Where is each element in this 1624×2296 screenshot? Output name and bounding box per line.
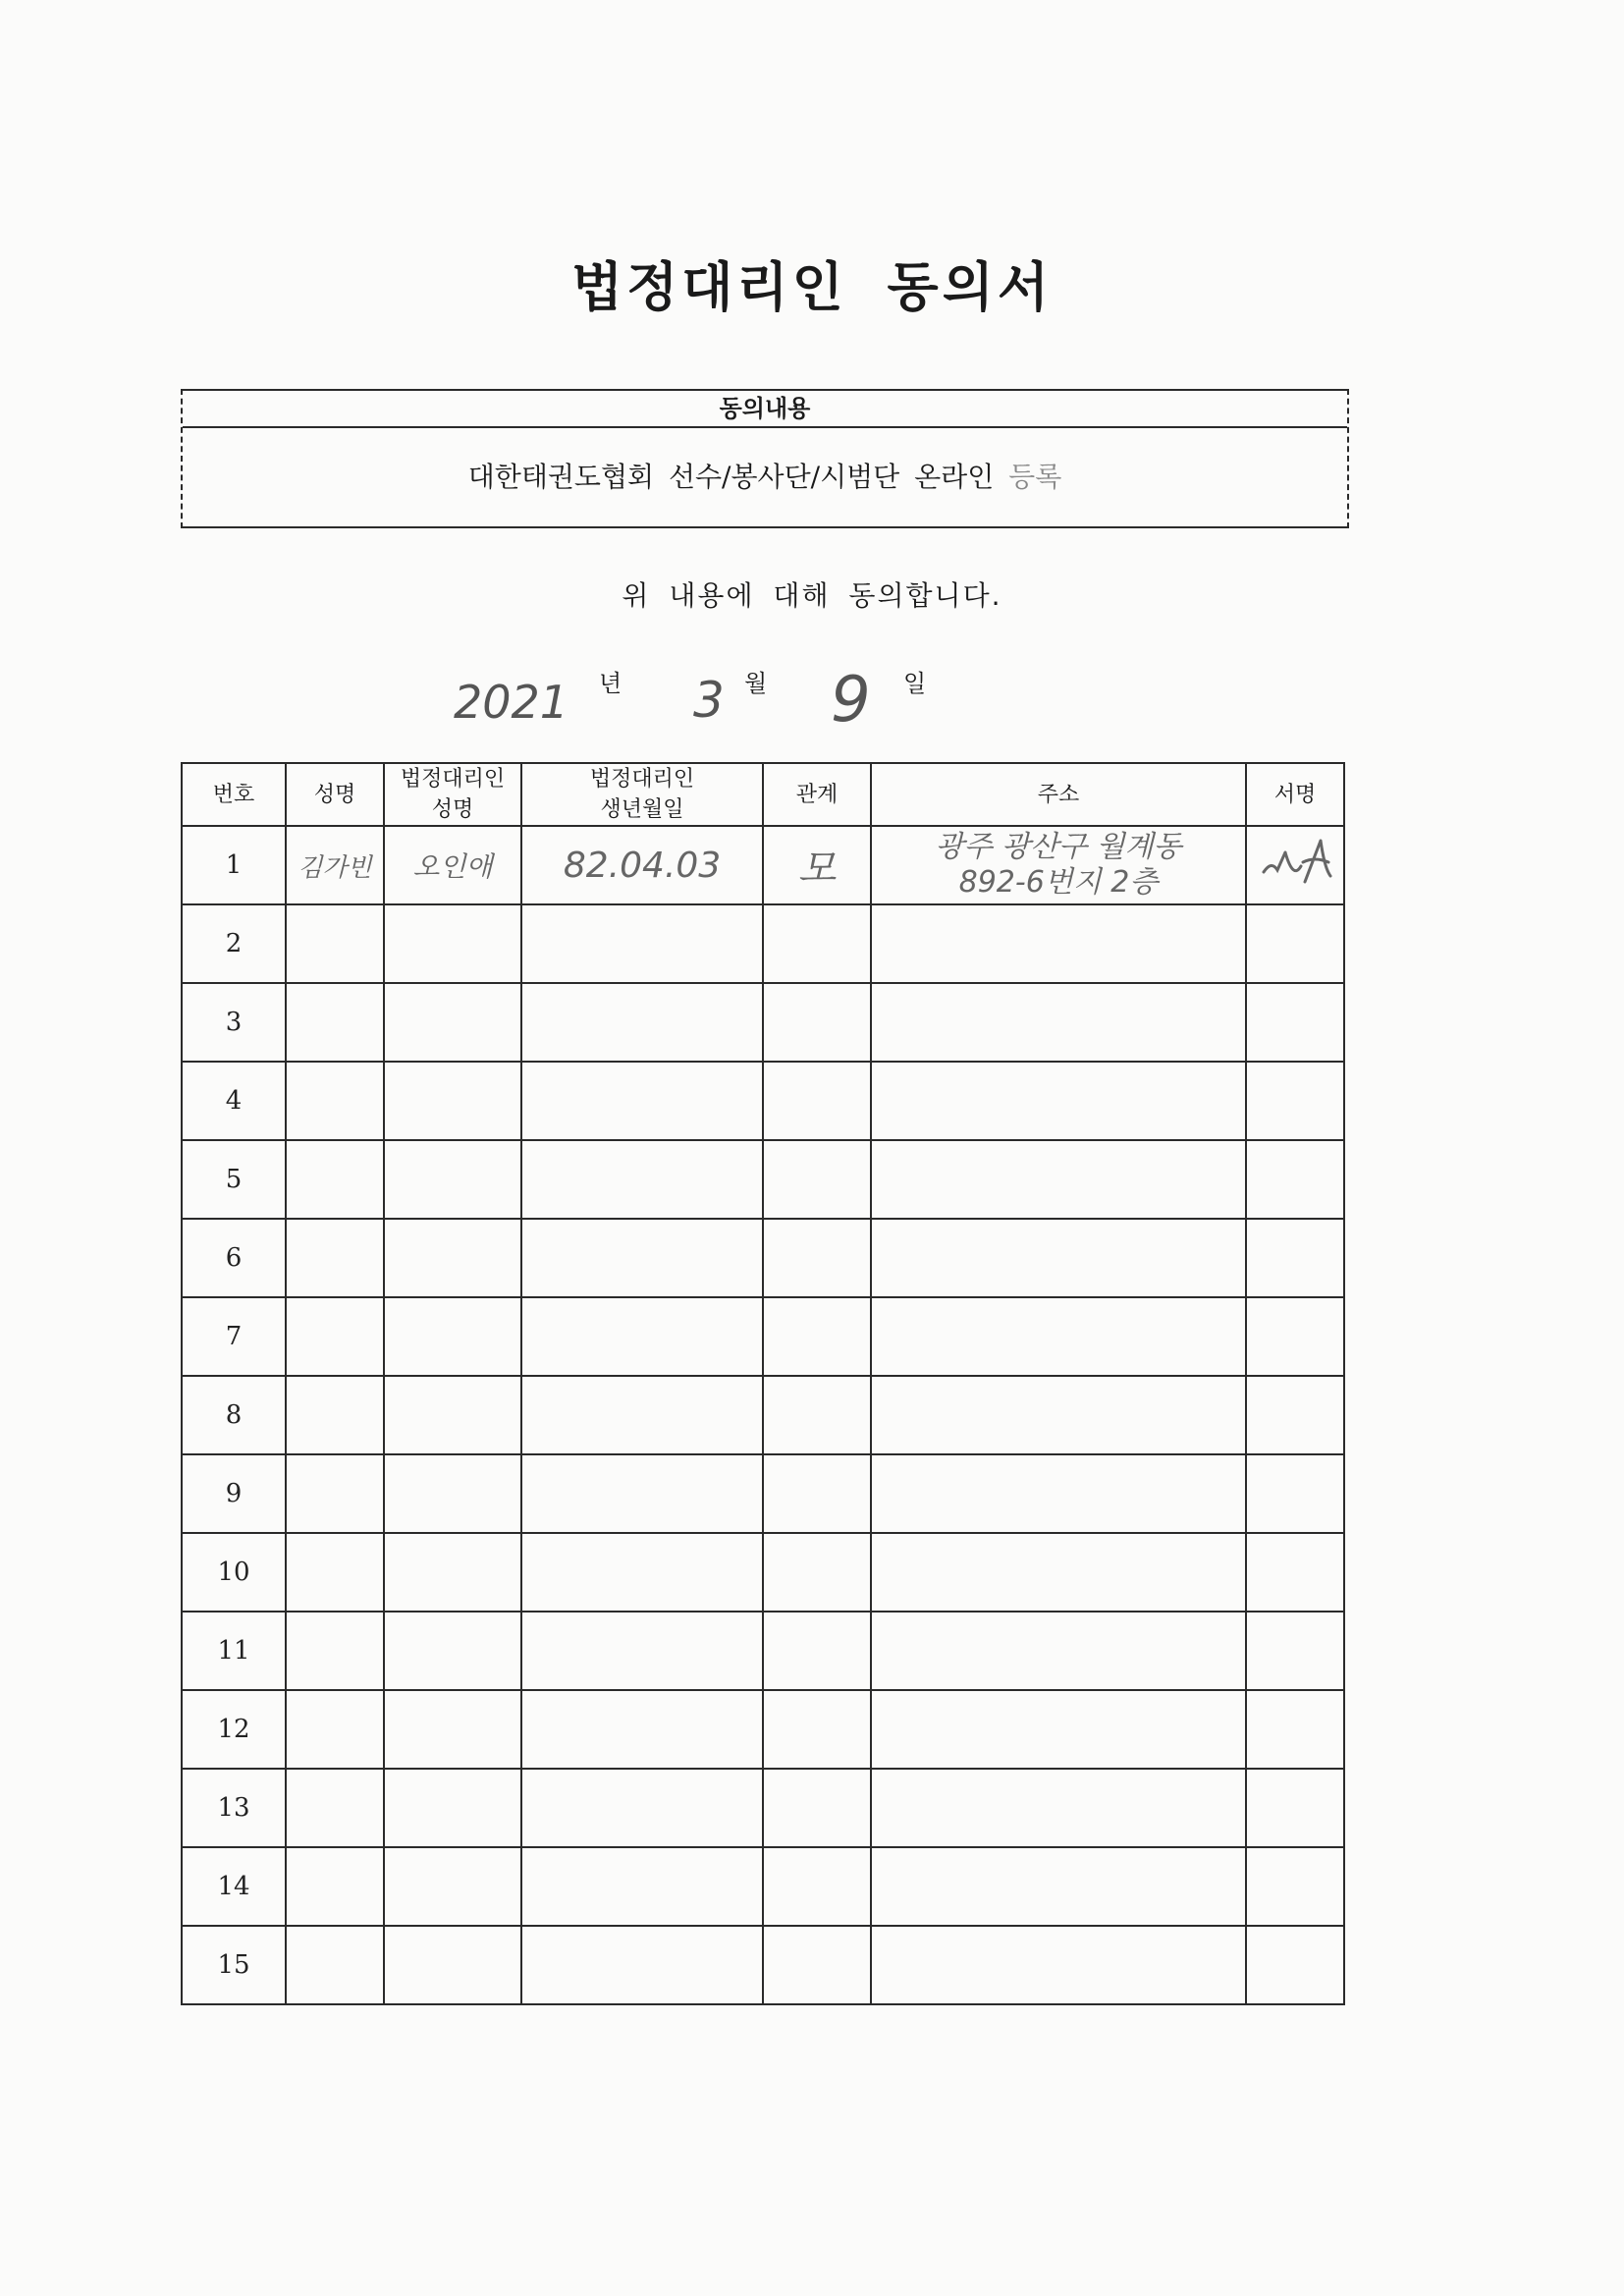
empty-cell xyxy=(384,1062,521,1140)
header-signature: 서명 xyxy=(1246,763,1344,826)
empty-cell xyxy=(871,1376,1246,1454)
empty-cell xyxy=(763,904,871,983)
empty-cell xyxy=(1246,1376,1344,1454)
empty-cell xyxy=(384,1140,521,1219)
table-row xyxy=(182,1297,1344,1376)
empty-cell xyxy=(1246,1140,1344,1219)
row-number: 8 xyxy=(182,1376,286,1454)
empty-cell xyxy=(871,1926,1246,2004)
empty-cell xyxy=(763,1376,871,1454)
header-guardian-name-line1: 법정대리인 xyxy=(400,767,506,792)
empty-cell xyxy=(384,1612,521,1690)
empty-cell xyxy=(521,1847,763,1926)
empty-cell xyxy=(763,1847,871,1926)
table-row xyxy=(182,1140,1344,1219)
signature-cell xyxy=(1246,826,1344,904)
empty-cell xyxy=(1246,1533,1344,1612)
header-guardian-birth-line1: 법정대리인 xyxy=(589,767,695,792)
header-number: 번호 xyxy=(182,763,286,826)
address-line2: 892-6번지 2층 xyxy=(958,865,1159,900)
empty-cell xyxy=(521,1297,763,1376)
row-number: 1 xyxy=(182,826,286,904)
table-row xyxy=(182,1690,1344,1769)
empty-cell xyxy=(1246,904,1344,983)
empty-cell xyxy=(286,1062,384,1140)
table-row xyxy=(182,1533,1344,1612)
empty-cell xyxy=(286,983,384,1062)
empty-cell xyxy=(1246,1612,1344,1690)
handwritten-month: 3 xyxy=(693,672,725,729)
header-relation: 관계 xyxy=(763,763,871,826)
table-row xyxy=(182,1062,1344,1140)
header-guardian-name-line2: 성명 xyxy=(431,797,474,822)
guardian-table xyxy=(181,762,1345,2005)
empty-cell xyxy=(1246,1454,1344,1533)
empty-cell xyxy=(871,1847,1246,1926)
empty-cell xyxy=(1246,1847,1344,1926)
empty-cell xyxy=(871,1062,1246,1140)
empty-cell xyxy=(871,904,1246,983)
empty-cell xyxy=(521,1612,763,1690)
empty-cell xyxy=(286,1454,384,1533)
table-row xyxy=(182,983,1344,1062)
empty-cell xyxy=(384,1454,521,1533)
row-number: 12 xyxy=(182,1690,286,1769)
row-number: 14 xyxy=(182,1847,286,1926)
empty-cell xyxy=(871,1140,1246,1219)
header-name: 성명 xyxy=(286,763,384,826)
empty-cell xyxy=(384,1690,521,1769)
empty-cell xyxy=(763,1690,871,1769)
empty-cell xyxy=(286,1690,384,1769)
empty-cell xyxy=(286,1533,384,1612)
empty-cell xyxy=(1246,1219,1344,1297)
empty-cell xyxy=(763,1062,871,1140)
row-number: 4 xyxy=(182,1062,286,1140)
guardian-birthdate: 82.04.03 xyxy=(521,826,763,904)
empty-cell xyxy=(871,1690,1246,1769)
row-number: 2 xyxy=(182,904,286,983)
row-number: 13 xyxy=(182,1769,286,1847)
empty-cell xyxy=(286,904,384,983)
empty-cell xyxy=(763,1454,871,1533)
page-title: 법정대리인 동의서 xyxy=(570,255,1054,318)
header-guardian-birth xyxy=(521,763,763,826)
consent-body-text: 대한태권도협회 선수/봉사단/시범단 온라인 xyxy=(467,461,995,493)
header-address: 주소 xyxy=(871,763,1246,826)
empty-cell xyxy=(521,904,763,983)
empty-cell xyxy=(521,1533,763,1612)
empty-cell xyxy=(521,1769,763,1847)
empty-cell xyxy=(763,1219,871,1297)
empty-cell xyxy=(286,1769,384,1847)
empty-cell xyxy=(521,1926,763,2004)
empty-cell xyxy=(286,1219,384,1297)
empty-cell xyxy=(763,1533,871,1612)
empty-cell xyxy=(384,1533,521,1612)
empty-cell xyxy=(384,1297,521,1376)
empty-cell xyxy=(1246,1690,1344,1769)
table-header-row xyxy=(182,763,1344,826)
row-number: 10 xyxy=(182,1533,286,1612)
empty-cell xyxy=(763,1612,871,1690)
empty-cell xyxy=(384,1769,521,1847)
table-row xyxy=(182,1376,1344,1454)
empty-cell xyxy=(1246,1926,1344,2004)
empty-cell xyxy=(1246,983,1344,1062)
empty-cell xyxy=(384,983,521,1062)
consent-body xyxy=(183,428,1347,526)
empty-cell xyxy=(871,1297,1246,1376)
table-row xyxy=(182,904,1344,983)
address-line1: 광주 광산구 월계동 xyxy=(935,830,1182,864)
empty-cell xyxy=(1246,1769,1344,1847)
address xyxy=(871,826,1246,904)
empty-cell xyxy=(286,1926,384,2004)
agreement-statement: 위 내용에 대해 동의합니다. xyxy=(622,579,1002,612)
empty-cell xyxy=(763,1769,871,1847)
handwritten-day: 9 xyxy=(831,664,871,737)
empty-cell xyxy=(1246,1062,1344,1140)
table-row xyxy=(182,1847,1344,1926)
empty-cell xyxy=(521,1376,763,1454)
table-row xyxy=(182,1219,1344,1297)
consent-header: 동의내용 xyxy=(183,391,1347,428)
row-number: 7 xyxy=(182,1297,286,1376)
handwritten-year: 2021 xyxy=(454,676,569,729)
table-row xyxy=(182,1612,1344,1690)
empty-cell xyxy=(521,1219,763,1297)
row-number: 9 xyxy=(182,1454,286,1533)
signature-mark xyxy=(1256,833,1334,892)
consent-content-box xyxy=(181,389,1349,528)
table-row xyxy=(182,1454,1344,1533)
relation: 모 xyxy=(763,826,871,904)
empty-cell xyxy=(871,1533,1246,1612)
empty-cell xyxy=(286,1140,384,1219)
empty-cell xyxy=(871,1612,1246,1690)
guardian-name: 오인애 xyxy=(384,826,521,904)
empty-cell xyxy=(521,983,763,1062)
empty-cell xyxy=(871,983,1246,1062)
row-number: 15 xyxy=(182,1926,286,2004)
empty-cell xyxy=(871,1769,1246,1847)
row-number: 3 xyxy=(182,983,286,1062)
empty-cell xyxy=(521,1690,763,1769)
header-guardian-name xyxy=(384,763,521,826)
empty-cell xyxy=(286,1376,384,1454)
empty-cell xyxy=(384,1926,521,2004)
empty-cell xyxy=(871,1454,1246,1533)
consent-body-faded-text: 등록 xyxy=(1008,461,1062,493)
header-guardian-birth-line2: 생년월일 xyxy=(600,797,684,822)
empty-cell xyxy=(521,1140,763,1219)
empty-cell xyxy=(286,1847,384,1926)
empty-cell xyxy=(286,1612,384,1690)
empty-cell xyxy=(763,1297,871,1376)
empty-cell xyxy=(384,904,521,983)
empty-cell xyxy=(384,1219,521,1297)
row-number: 5 xyxy=(182,1140,286,1219)
empty-cell xyxy=(871,1219,1246,1297)
row-number: 6 xyxy=(182,1219,286,1297)
empty-cell xyxy=(286,1297,384,1376)
day-label: 일 xyxy=(903,670,927,697)
empty-cell xyxy=(763,983,871,1062)
student-name: 김가빈 xyxy=(286,826,384,904)
table-row xyxy=(182,1769,1344,1847)
month-label: 월 xyxy=(744,670,768,697)
row-number: 11 xyxy=(182,1612,286,1690)
year-label: 년 xyxy=(599,670,623,697)
empty-cell xyxy=(763,1926,871,2004)
empty-cell xyxy=(1246,1297,1344,1376)
table-row xyxy=(182,826,1344,904)
empty-cell xyxy=(763,1140,871,1219)
empty-cell xyxy=(521,1454,763,1533)
empty-cell xyxy=(521,1062,763,1140)
empty-cell xyxy=(384,1847,521,1926)
table-row xyxy=(182,1926,1344,2004)
empty-cell xyxy=(384,1376,521,1454)
